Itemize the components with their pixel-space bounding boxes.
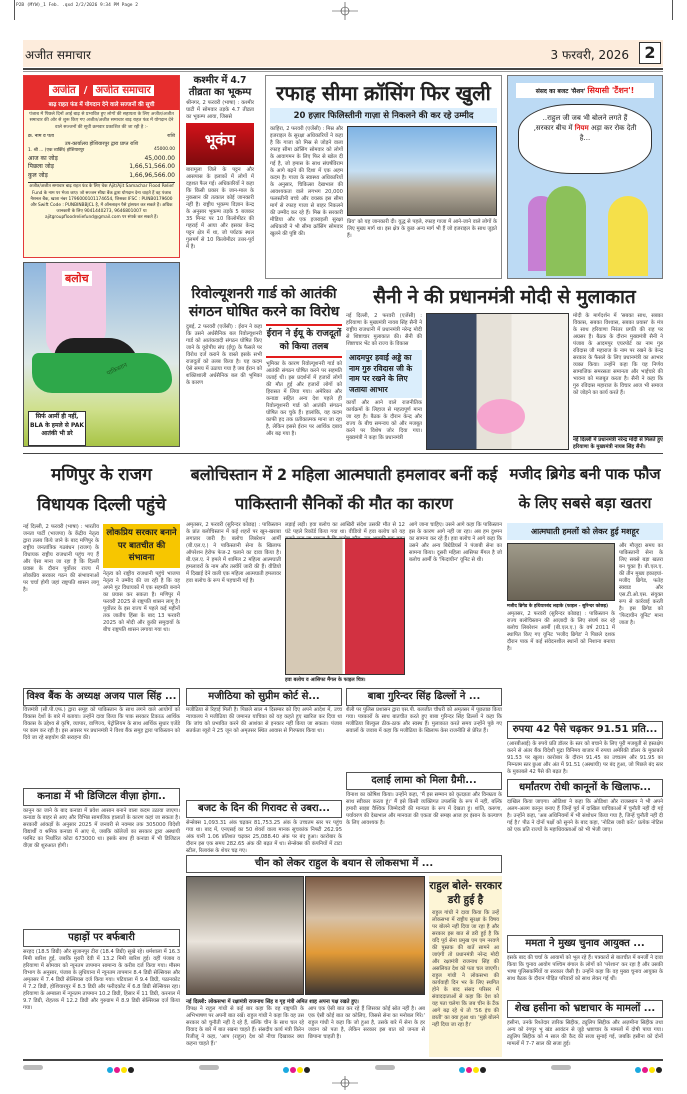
mamata-headline: ममता ने मुख्य चुनाव आयुक्त ...	[507, 935, 663, 953]
snowfall-headline: पहाड़ों पर बर्फबारी	[23, 929, 180, 947]
snowfall-body: सरहद (18.5 डिग्री) और सुजानपुर टीरा (18.4 डिग्री) सूखे रहे। धर्मशाला में 16.3 मिमी बारिश हुई, जबकि मुरारी देवी में 13.2 मिमी बारिश हुई। वहीं पंजाब व हरियाणा में सोमवार को न्यूनतम तापमान सामान्य के करीब दर्ज किया गया। मौसम विभाग के अनुसार, पंजाब के लुधियाना में न्यूनतम तापमान 8.4 डिग्री सेल्सियस और अमृतसर में 7.4 डिग्री सेल्सियस दर्ज किया गया। पटियाला में 9.4 डिग्री, पठानकोट में 7.2 डिग्री, होशियारपुर में 8.3 डिग्री और फरीदकोट में 6.8 डिग्री सेल्सियस रहा। हरियाणा के अम्बाला में न्यूनतम तापमान 10.2 डिग्री, हिसार में 11 डिग्री, करनाल में 9.7 डिग्री, रोहतक में 12.2 डिग्री और गुरुग्राम में 8.9 डिग्री सेल्सियस दर्ज किया गया।	[23, 949, 180, 1011]
bouquet-illustration	[477, 399, 525, 434]
mamata-body: इसके बाद की चर्चा के आयामों को भूल रहे हैं। पत्रकारों से बातचीत में बनर्जी ने दावा किया कि चुनाव आयोग पश्चिम बंगाल के लोगों को 'परेशान' कर रहा है और उसकी भाषा पुलिसकर्मियों या सरकार जैसी है। उन्होंने कहा कि वह मुख्य चुनाव आयुक्त के साथ बैठक के दौरान पीड़ित परिवारों को साथ लेकर गई थीं।	[507, 955, 663, 982]
crop-mark-icon	[332, 1075, 358, 1089]
baloch-cartoon	[23, 262, 180, 447]
bomber-photos	[285, 538, 405, 675]
fund-col-amount: राशि	[167, 133, 175, 139]
page-number: 2	[639, 42, 661, 64]
dalai-lama-headline: दलाई लामा को मिला ग्रैमी...	[346, 772, 502, 790]
color-registration-marks	[23, 1063, 663, 1071]
speech-text-end: अड़ा कर रोक देती है...	[579, 124, 637, 142]
conversion-law-headline: धर्मांतरण रोधी कानूनों के खिलाफ...	[507, 779, 663, 797]
crop-mark-icon	[332, 2, 358, 20]
manipur-story	[23, 458, 180, 683]
rafah-crossing-photo	[347, 126, 497, 216]
revolutionary-guard-headline: रिवोल्यूशनरी गार्ड को आतंकी संगठन घोषित करने का विरोध	[188, 286, 340, 320]
manipur-headline: मणिपुर के राजग विधायक दिल्ली पहुंचे	[37, 465, 166, 515]
kashmir-dateline: श्रीनगर, 2 फरवरी (भाषा) : कश्मीर घाटी में सोमवार तड़के 4.7 तीव्रता का भूकम्प आया, जिससे	[186, 100, 254, 120]
total-amount: 1,66,96,566.00	[129, 171, 175, 179]
cartoon-figure-reporter	[608, 196, 648, 276]
iran-columns	[186, 324, 342, 450]
world-bank-headline: विश्व बैंक के अध्यक्ष अजय पाल सिंह ...	[23, 688, 180, 706]
prev-amount: 1,66,51,566.00	[129, 163, 175, 171]
rafah-body: काहिरा, 2 फरवरी (एजेंसी) : मिस्र और इजराइल के सुरक्षा अधिकारियों ने कहा है कि गाजा को मिस्र से जोड़ने वाला रफाह सीमा क्रॉसिंग सोमवार को लोगों के आवागमन के लिए फिर से खोल दी गई है, जो हमास के साथ संघर्षविराम के आगे बढ़ने की दिशा में एक अहम कदम है। गाजा के स्वास्थ्य अधिकारियों के अनुसार, चिकित्सा देखभाल की आवश्यकता वाले लगभग 20,000 फलस्तीनी बच्चे और वयस्क इस सीमा मार्ग से रफाह गाजा से बाहर निकलने की उम्मीद कर रहे हैं। मिस्र के सरकारी मीडिया और एक इजराइली सुरक्षा अधिकारी ने भी सीमा क्रॉसिंग सोमवार खुलने की पुष्टि की।	[270, 126, 344, 237]
crop-line	[672, 0, 673, 20]
lok-sabha-body-1: विपक्ष ने राहुल गांधी से कई बार कहा कि वह राष्ट्रपति के अभिभाषण पर अपनी बात रखें। राहुल गांधी ने कहा कि वह उस सरकार को चुनौती नहीं दे रहे हैं, बल्कि चीन के साथ चल रहे विवाद के बारे में बात रखना चाहते हैं। संसदीय कार्य मंत्री किरेन रिजीजू ने कहा, 'आप (राहुल) देश को नीचा दिखाकर क्या कहना चाहते हैं।'	[186, 1006, 304, 1047]
fund-col-name: क्र. नाम व पता	[28, 133, 54, 139]
fund-footer: अजीत/अजीत समाचार बाढ़ राहत फंड के लिए चेक Ajit/Ajit Samachar Flood Relief Fund के नाम पर भेजा जाए। जो सज्जन सीधा बैंक द्वारा योगदान देना चाहते हैं वह पंजाब नैशनल बैंक, खाता नंबर 1796000101174654, जिसका IFSC : PUNB0179600 और Swift Code : PUNBINBBJCL है, में ऑनलाइन पैसे ट्रांसफर कर सकते हैं। अधिक जानकारी के लिए 9041440273, 9646801007 या ajitgroupfloodreliefund@gmail.com पर संपर्क कर सकते हैं।	[29, 184, 174, 221]
manipur-columns	[23, 524, 180, 683]
fund-columns	[24, 133, 179, 139]
majeed-body-2: और मौजूदा समय का पाकिस्तानी सेना के लिए सबसे बड़ा खतरा बन चुका है। बी.एल.ए. की तीन मुख्य इकाइयां-मजीद ब्रिगेड, फतेह स्क्वाड और एस.टी.ओ.एस. संयुक्त रूप से कार्रवाई करती है। इस ब्रिगेड को 'फिदायीन यूनिट' माना जाता है।	[619, 543, 663, 626]
majeed-headline: मजीद ब्रिगेड बनी पाक फौज के लिए सबसे बड़ा खतरा	[509, 465, 661, 512]
bomber-photo-caption: हवा बलोच व आसिफा मैंगल के फाइल चित्र।	[285, 677, 366, 683]
majeed-columns	[507, 543, 663, 718]
speech-bubble	[518, 104, 652, 174]
rahul-sidebar-body: राहुल गांधी ने दावा किया कि उन्हें लोकसभा में राष्ट्रीय सुरक्षा के विषय पर बोलने नहीं दिया जा रहा है और सरकार इस बात से डरी हुई है कि यदि पूर्व सेना प्रमुख एम एम नरवणे की पुस्तक की बातें सामने आ जाएंगी तो प्रधानमंत्री नरेन्द्र मोदी और रक्षामंत्री राजनाथ सिंह की असलियत देश को पता चल जाएगी। राहुल गांधी ने लोकसभा की कार्यवाही दिन भर के लिए स्थगित होने के बाद संसद परिसर में संवाददाताओं से कहा कि देश को यह पता चलेगा कि जब चीन के टैंक आगे बढ़ रहे थे तो '56 इंच की छाती' का क्या हुआ था। 'मुझे बोलने नहीं दिया जा रहा है।'	[432, 910, 499, 1028]
saini-body-1: नई दिल्ली, 2 फरवरी (एजेंसी) : हरियाणा के मुख्यमंत्री नायब सिंह सैनी ने राष्ट्रीय राजधानी में प्रधानमंत्री नरेन्द्र मोदी से शिष्टाचार मुलाकात की। सैनी की शिष्टाचार भेंट को राज्य के विकास	[346, 313, 422, 347]
cartoon-caption: सिर्फ आर्मी ही नहीं, BLA के हमले से PAK आतंकी भी डरे	[28, 411, 86, 446]
iran-body-1: दुबई, 2 फरवरी (एजेंसी) : ईरान ने कहा कि उसने अर्धसैनिक बल रिवोल्यूशनरी गार्ड को आतंकवादी संगठन घोषित किए जाने के यूरोपीय संघ (ईयू) के फैसले पर विरोध दर्ज कराने के वास्ते इसके सभी राजदूतों को तलब किया है। यह कदम ऐसे समय में उठाया गया है जब ईरान को शक्तिशाली अर्धसैनिक बल की भूमिका के कारण	[186, 324, 262, 386]
rafah-story	[265, 75, 502, 279]
adampur-subhead: आदमपुर हवाई अड्डे का नाम गुरु रविदास जी के नाम पर रखने के लिए जताया आभार	[346, 350, 422, 398]
fund-office: उप-कार्यालय होशियारपुर द्वारा प्राप्त राशि	[64, 140, 139, 147]
majeed-brigade-story	[507, 458, 663, 718]
speech-red: नियम	[574, 124, 589, 132]
canada-body: कानून का जाने के बाद कनाडा में प्रवेश आसान बनाने वाला कदम उठाया जाएगा। कनाडा के बाहर से आए और विभिन्न सामाजिक हालातों के कारण कहां जा सकता है। सरकारी आंकड़ों के अनुसार 2025 में जनवरी से नवम्बर तक 305000 विदेशी विद्यार्थी व श्रमिक कनाडा में आए थे, जबकि कॉलेजों का सरकार द्वारा अस्थायी परमिट का निर्धारित कोटा 673000 था। इसके साथ ही कनाडा में भी डिजिटल वीज़ा की शुरुआत होगी।	[23, 808, 180, 849]
canada-headline: कनाडा में भी डिजिटल वीज़ा होगा..	[23, 788, 180, 806]
balochistan-headline: बलोचिस्तान में 2 महिला आत्मघाती हमलावर बनीं कई पाकिस्तानी सैनिकों की मौत का कारण	[190, 465, 498, 513]
baba-headline: बाबा गुरिन्दर सिंह ढिल्लों ने ...	[346, 688, 502, 706]
fund-banner	[24, 76, 179, 110]
masthead	[23, 40, 663, 67]
dalai-lama-body: विनाश का कोषिश किया। उन्होंने कहा, 'मैं इस सम्मान को कृतज्ञता और विनम्रता के साथ स्वीकार करता हूं।' मैं इसे किसी व्यक्तिगत उपलब्धि के रूप में नहीं, बल्कि हमारी साझा वैश्विक जिम्मेदारी की मान्यता के रूप में देखता हूं। शांति, करुणा, पर्यावरण की देखभाल और मानवता की एकता की समझ आज हर इंसान के कल्याण के लिए आवश्यक है।	[346, 792, 502, 826]
saini-modi-photo	[426, 313, 569, 450]
fund-subtitle: बाढ़ राहत फंड में योगदान देने वाले सज्जनों की सूची	[48, 102, 155, 108]
total-label: कुल जोड़	[28, 171, 48, 179]
world-bank-body: वित्तमंत्री (सी.पी.एफ.) द्वारा समूह को पाकिस्तान के साथ लगने वाले आयोगों को विकास देशों के बारे में बताया। उन्होंने दावा किया कि पाक सरकार टिकाऊ आर्थिक विकास के उद्देश्य से कृषि, व्यापार, वाणिज्य, पेट्रोलियम के साथ आर्थिक सुधार एजेंडे पर काम कर रही है। इस अवसर पर प्रधानमंत्री ने विश्व बैंक समूह द्वारा पाकिस्तान को दिये जा रहे सहयोग की सराहना की।	[23, 707, 180, 741]
majithia-headline: मजीठिया को सुप्रीम कोर्ट से...	[186, 688, 342, 706]
fund-entry-name: 1. श्री ... (एक व्यक्ति) होशियारपुर	[28, 147, 85, 153]
lok-sabha-banner: चीन को लेकर राहुल के बयान से लोकसभा में ...	[186, 855, 502, 873]
speech-text: ..राहुल जी जब भी बोलने लगते हैं ,सरकार बीच में	[533, 114, 628, 132]
kashmir-headline: कश्मीर में 4.7 तीव्रता का भूकम्प	[188, 75, 252, 98]
lok-sabha-body-2: आप एक ऐसी बात कर रहे हैं जिसका कोई स्रोत नहीं है। अब एक ऐसी कोई बात का कोलिए, जिससे सेना का मनोबल गिरे।' राहुल गांधी ने कहा कि जो हुआ है, उसके बारे में सेना के हर जवान को पता है, लेकिन सरकार इस बात को जनता से छिपाना चाहती है।	[308, 1006, 425, 1040]
majeed-brigade-photo	[507, 543, 615, 601]
print-slug: P2B (MYW)_1 Feb. .qxd 2/2/2026 9:34 PM Page 2	[16, 3, 138, 8]
saini-right-column	[573, 313, 663, 450]
crop-line	[14, 0, 15, 20]
saini-story	[346, 285, 663, 450]
rupee-headline: रुपया 42 पैसे चढ़कर 91.51 प्रति...	[507, 721, 663, 739]
earthquake-image	[186, 123, 254, 165]
rahul-sidebar	[429, 876, 502, 1057]
earthquake-label: भूकंप	[204, 131, 236, 149]
baloch-label: बलोच	[62, 271, 92, 286]
balochistan-middle-column	[285, 522, 405, 683]
iran-right-column	[266, 324, 342, 450]
saini-body-3: मोदी के मार्गदर्शन में 'सबका साथ, सबका विकास, सबका विश्वास, सबका प्रयास' के मंत्र के साथ हरियाणा निरंतर प्रगति की राह पर अग्रसर है। बैठक के दौरान मुख्यमंत्री सैनी ने पंजाब के आदमपुर एयरपोर्ट का नाम गुरु रविदास जी महाराज के नाम पर रखने के केन्द्र सरकार के फैसले के लिए प्रधानमंत्री का आभार व्यक्त किया। उन्होंने कहा कि यह निर्णय सामाजिक समरसता समानता और भाईचारे की भावना को मजबूत करता है। सैनी ने कहा कि गुरु रविदास महाराज के विचार आज भी समाज को जोड़ने का कार्य करते हैं।	[573, 313, 663, 396]
prev-label: पिछला जोड़	[28, 163, 54, 171]
manipur-right-column	[103, 524, 180, 683]
rafah-subhead: 20 हज़ार फिलिस्तीनी गाज़ा से निकलने की कर रहे उम्मीद	[270, 108, 497, 123]
manipur-body-1: नई दिल्ली, 2 फरवरी (भाषा) : भारतीय जनता पार्टी (भाजपा) के केंद्रीय नेतृत्व द्वारा तलब किये जाने के बाद मणिपुर के राष्ट्रीय जनतांत्रिक गठबंधन (राजग) के विधायक राष्ट्रीय राजधानी पहुंच गए हैं और ऐसा माना जा रहा है कि दिल्ली प्रवास के दौरान पूर्वोत्तर राज्य में लोकप्रिय सरकार गठन की संभावनाओं पर चर्चा होगी जहां राष्ट्रपति शासन लागू है।	[23, 524, 99, 593]
saini-body-2: कार्यों और आने वाले राजनीतिक कार्यक्रमों के लिहाज से महत्वपूर्ण माना जा रहा है। बैठक के दौरान केन्द्र और राज्य के बीच समन्वय को और मजबूत करने पर विशेष जोर दिया गया। मुख्यमंत्री ने कहा कि प्रधानमंत्री	[346, 400, 422, 441]
cartoon-title-red: सियासी 'टैंशन'!	[587, 86, 635, 95]
lok-sabha-photo-caption: नई दिल्ली: लोकसभा में रक्षामंत्री राजनाथ सिंह व गृह मंत्री अमित शाह अपना पक्ष रखते हुए।	[186, 999, 359, 1005]
iran-box: ईरान ने ईयू के राजदूतों को किया तलब	[266, 324, 342, 358]
saini-photo-caption: नई दिल्ली में प्रधानमंत्री नरेन्द्र मोदी से मिलते हुए हरियाणा के मुख्यमंत्री नायब सिंह सैनी।	[573, 437, 663, 450]
rafah-columns	[266, 126, 501, 278]
fund-totals	[24, 153, 179, 183]
hasina-headline: शेख हसीना को भ्रष्टाचार के मामलों ...	[507, 1000, 663, 1018]
flood-fund-box	[23, 75, 180, 258]
page-date: 3 फरवरी, 2026	[550, 48, 629, 62]
rafah-body-2: प्रिय' को यह जानकारी दी। युद्ध से पहले, रफाह गाजा में आने-जाने वाले लोगों के लिए मुख्य मार्ग था। इस क्षेत्र के कुछ अन्य मार्ग भी हैं जो इजराइल के साथ जुड़ते हैं।	[347, 219, 497, 239]
kashmir-story	[186, 75, 254, 280]
balochistan-body-2: लड़ाई लड़ी। हवा बलोच का आखिरी संदेश उसकी मौत से 12 घंटे पहले रिकॉर्ड किया गया था। वीडियो में हवा बलोच को यह	[285, 522, 405, 535]
rahul-sidebar-headline: राहुल बोले- सरकार डरी हुई है	[429, 880, 502, 906]
conversion-law-body: दाखिल किया जाएगा। ओडिशा ने कहा कि ओडिशा और राजस्थान ने भी अपने अलग-अलग कानून बनाए हैं जिन्हें पूर्व में दाखिल याचिकाओं में चुनौती नहीं दी गई है। उन्होंने कहा, 'अब अधिनियमों में भी संशोधन किया गया है, जिन्हें चुनौती नहीं दी गई है।' पीठ ने दोनों पक्षों को सुनने के बाद कहा, 'नोटिस जारी करें।' प्रत्येक नोटिस को एक प्रति राज्यों के महाधिवक्ताओं को भी भेजी जाए।	[507, 799, 663, 833]
fund-slash: /	[83, 85, 88, 96]
majeed-left-column	[507, 543, 615, 718]
majeed-body-1: अमृतसर, 2 फरवरी (सुरिन्दर कोछड़) : पाकिस्तान के राज्य बलोचिस्तान की आज़ादी के लिए संघर्ष कर रहे बलोच लिबरेशन आर्मी (बी.एल.ए.) के वर्ष 2011 में स्थापित किए गए यूनिट 'मजीद ब्रिगेड' ने पिछले दशक दौरान पाक में कई संवेदनशील स्थानों को निशाना बनाया है।	[507, 611, 615, 652]
majithia-body: मजीठिया से रिहाई मिली है। पिछले साल 4 दिसम्बर को दिए अपने आदेश में, उच्च न्यायालय ने मजीठिया की जमानत याचिका को यह कहते हुए खारिज कर दिया था कि जांच को प्रभावित करने की आशंका से इनकार नहीं किया जा सकता। पंजाब सतर्कता ब्यूरो ने 25 जून को अमृतसर स्थित आवास से गिरफ्तार किया था।	[186, 707, 342, 734]
baba-body: शैली पर पुलिस प्रशासन द्वारा एस.पी. बलजीत चौधरी को अमृतसर में पूछताछ किया गया। पत्रकारों के साथ बातचीत करते हुए बाबा गुरिन्दर सिंह ढिल्लों ने कहा कि मजीठिया बिल्कुल ठीक-ठाक और स्वस्थ हैं। मुलाकात करते समय उन्होंने पूछे गए सवालों के जवाब में कहा कि मजीठिया के खिलाफ केस राजनीति से प्रेरित हैं।	[346, 707, 502, 734]
hasina-body: हसीना, उनके रिश्तेदार तारिक सिद्दीक, ट्यूलिप सिद्दीक और अज़मीना सिद्दीक तथा अन्य को रंगपुर भू खंड आवंटन से जुड़े भ्रष्टाचार के मामलों में दोषी पाया गया। ट्यूलिप सिद्दीक को 4 साल की कैद की सजा सुनाई गई, जबकि हसीना को दोनों मामलों में 7-7 साल की सजा हुई।	[507, 1020, 663, 1047]
balochistan-body-1: अमृतसर, 2 फरवरी (सुरिन्दर कोछड़) : पाकिस्तान के प्रांत बलोचिस्तान में कई शहरों पर खून-खराबा लगातार जारी है। बलोच लिबरेशन आर्मी (बी.एल.ए.) ने पाकिस्तानी सेना के खिलाफ ऑपरेशन हेरोफ फेज-2 चलाने का दावा किया है। बी.एल.ए. ने हमले में शामिल 2 महिला आत्मघाती हमलावरों के नाम और तस्वीरें जारी की हैं। वीडियो में दिखाई देने वाली एक महिला आत्मघाती हमलावर हवा बलोच के रूप में पहचानी गई है।	[186, 522, 281, 584]
fund-brand-samachar: अजीत समाचार	[93, 85, 154, 96]
budget-market-body: सेन्सेक्स 1,093.31 अंक चढ़कर 81,753.25 अंक के उच्चतम स्तर पर पहुंच गया था। बाद में, एनएसई का 50 शेयरों वाला मानक सूचकांक निफ्टी 262.95 अंक यानी 1.06 प्रतिशत चढ़कर 25,088.40 अंक पर बंद हुआ। कारोबार के दौरान इस एक समय 282.65 अंक की बढ़त में था। सेन्सेक्स की कंपनियों में टाटा स्टील, रिलायंस के शेयर चढ़ गए।	[186, 820, 342, 854]
majeed-photo-caption: मजीद ब्रिगेड के हथियारबंद लड़ाके (फाइल - सुरिन्दर कोछड़)	[507, 604, 609, 609]
majeed-subhead: आत्मघाती हमलों को लेकर हुई मशहूर	[507, 523, 663, 540]
rafah-right-column	[347, 126, 497, 274]
divider	[23, 453, 663, 454]
header-rule	[23, 68, 663, 70]
kashmir-body: बारामूला जिले के पट्टन और आसपास के इलाकों में लोगों में दहशत फैल गई। अधिकारियों ने कहा कि किसी प्रकार के जान-माल के नुकसान की तत्काल कोई जानकारी नहीं है। राष्ट्रीय भूकम्प विज्ञान केन्द्र के अनुसार भूकम्प तड़के 5 बजकर 35 मिनट पर 10 किलोमीटर की गहराई में आया और इसका केन्द्र पट्टन क्षेत्र में था, जो पर्यटक स्थल गुलमर्ग से 10 किलोमीटर उत्तर-पूर्व में है।	[186, 167, 254, 250]
today-label: आज का जोड़	[28, 154, 58, 162]
paper-name: अजीत समाचार	[25, 48, 91, 62]
saini-left-column	[346, 313, 422, 450]
fund-intro: पंजाब में पिछले दिनों आई बाढ़ से प्रभावित हुए लोगों की सहायता के लिए अजीत/अजीत समाचार की ओर से शुरू किए गए अजीत/अजीत समाचार बाढ़ राहत फंड में योगदान देने वाले सज्जनों की सूची क्रमवार प्रकाशित की जा रही है :-	[29, 112, 174, 130]
saini-columns	[346, 313, 663, 450]
fund-brand-ajit: अजीत	[49, 85, 78, 96]
manipur-box: लोकप्रिय सरकार बनाने पर बातचीत की संभावना	[103, 524, 180, 568]
rafah-headline: रफाह सीमा क्रॉसिंग फिर खुली	[276, 81, 491, 105]
budget-market-headline: बजट के दिन की गिरावट से उबरा...	[186, 800, 342, 818]
cartoon-figure-politician	[546, 186, 586, 276]
revolutionary-guard-story	[186, 285, 342, 450]
header-rule	[23, 71, 663, 72]
rupee-body: (आरबीआई) के रुपये प्रति डॉलर के स्तर को बचाने के लिए पूरी मजबूती से हस्तक्षेप करने से अंतर बैंक विदेशी मुद्रा विनिमय बाजार में रुपया अमेरिकी डॉलर के मुकाबले 91.53 पर खुला। कारोबार के दौरान 91.45 का उच्चतम और 91.95 का निम्नतम स्तर छुआ और अंत में 91.51 (अस्थायी) पर बंद हुआ, जो पिछले बंद स्तर के मुकाबले 42 पैसे की बढ़त है।	[507, 741, 663, 775]
saini-headline: सैनी ने की प्रधानमंत्री मोदी से मुलाकात	[373, 286, 636, 308]
manipur-body-2: नेतृत्व को राष्ट्रीय राजधानी पहुंचे भाजपा नेतृत्व ने उम्मीद की जा रही है कि वह अपने गुट विधायकों में एक सहमति बनाने का प्रयास कर सकता है। मणिपुर में फरवरी 2025 से राष्ट्रपति शासन लागू है। पूर्वोत्तर के इस राज्य में पहले कई महीनों तक जातीय हिंसा के बाद 13 फरवरी 2025 को मोदी और कुकी समुदायों के बीच राष्ट्रपति शासन लगाया गया था।	[103, 570, 180, 633]
amit-shah-photo	[305, 876, 425, 995]
rajnath-singh-photo	[186, 876, 304, 995]
balochistan-body-3: आगे जाना चाहिए। उसने आगे कहा कि पाकिस्तान इस के कारण आगे नहीं जा रहा। अब हम दुश्मन का सामना कर रहे हैं। हवा बलोच ने आगे कहा कि उसने और अन्य बिग्रेडियर्स ने पंजाबी सेना का सामना किया। दूसरी महिला आसिफा मैंगल है जो बलोच आर्मी के 'फिदायीन' यूनिट से थी।	[409, 522, 502, 563]
parliament-cartoon	[507, 75, 663, 279]
map-illustration	[32, 353, 172, 393]
today-amount: 45,000.00	[144, 154, 175, 162]
balochistan-columns	[186, 522, 502, 683]
fund-entry-amount: 45000.00	[154, 146, 175, 152]
cartoon-title-black: संसद का बजट 'सैशन'	[535, 88, 586, 95]
map-label: पाकिस्तान	[105, 361, 129, 378]
balochistan-story	[186, 458, 502, 683]
iran-body-2: भूमिका के कारण रिवोल्यूशनरी गार्ड को आतंकी संगठन घोषित करने पर सहमति जताई थी। इस प्रदर्शनों में हजारों लोगों की मौत हुई और हजारों लोगों को हिरासत में लिया गया। अमेरिका और कनाडा सहित अन्य देश पहले ही रिवोल्यूशनरी गार्ड को आतंकी संगठन घोषित कर चुके हैं। हालांकि, यह कदम काफी हद तक प्रतीकात्मक माना जा रहा है, लेकिन इससे ईरान पर आर्थिक दबाव और बढ़ गया है।	[266, 361, 342, 437]
cartoon-title	[516, 83, 654, 98]
